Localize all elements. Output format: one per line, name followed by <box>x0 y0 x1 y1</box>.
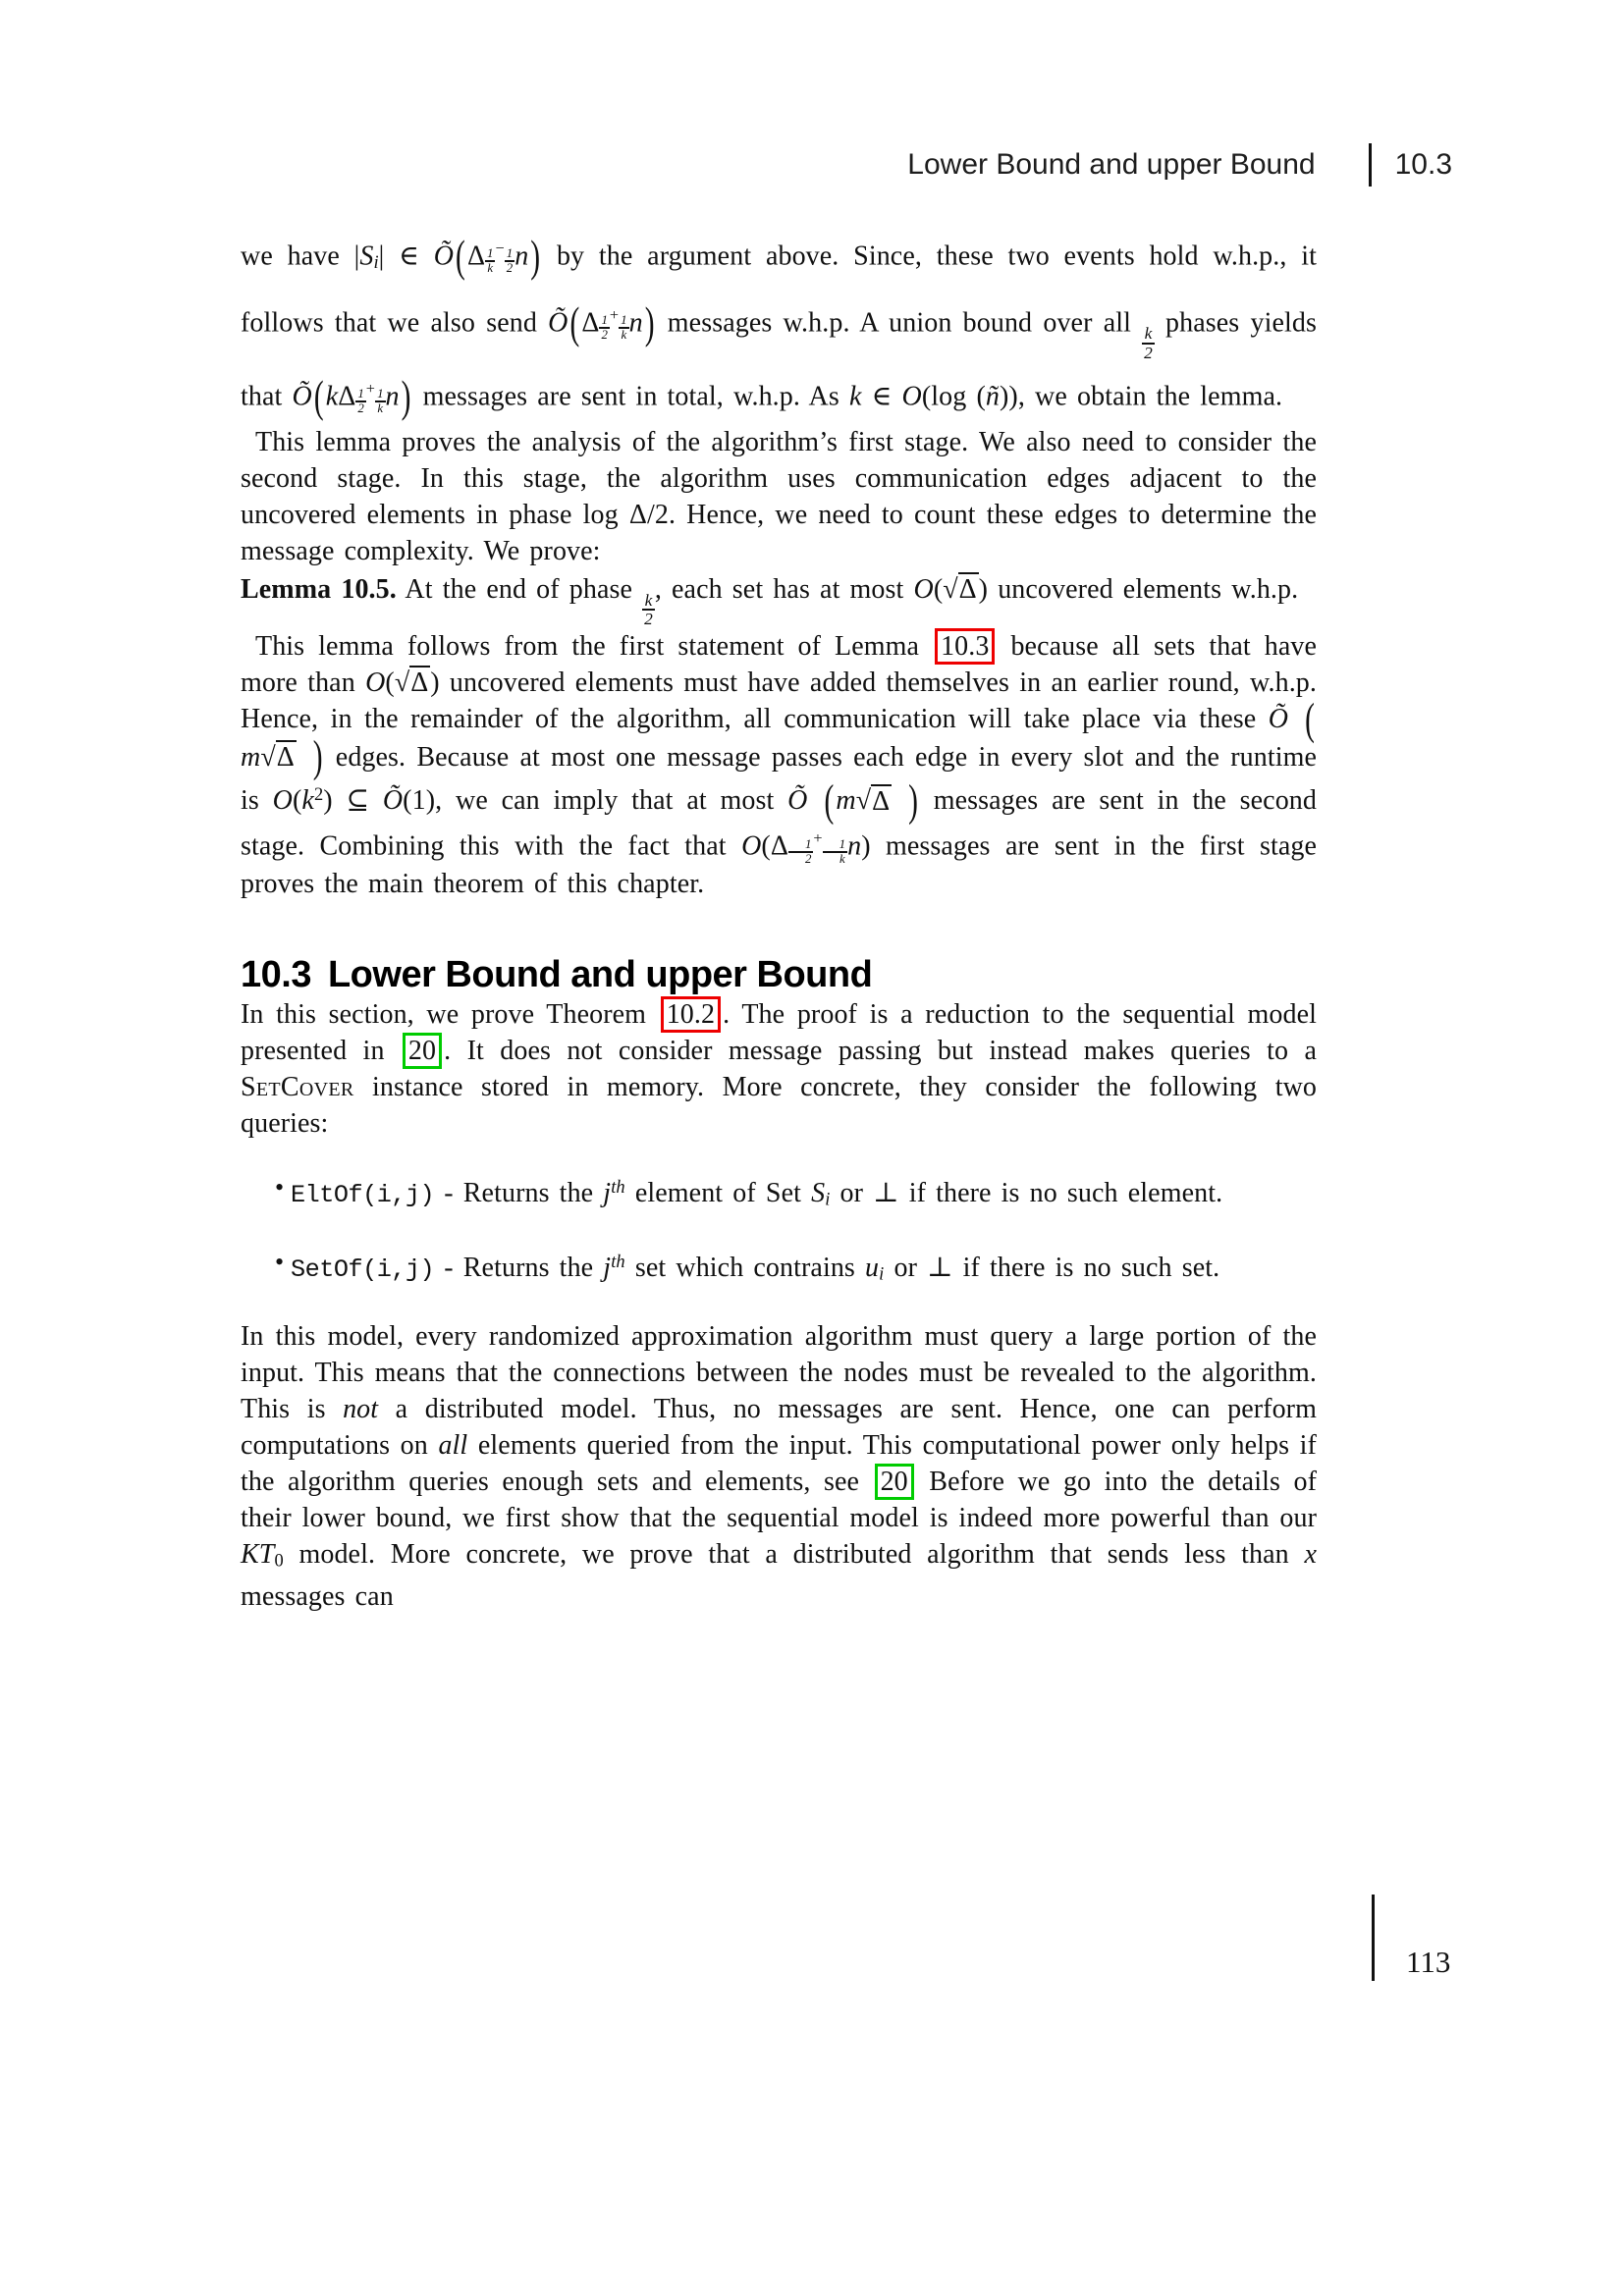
query-item-setof <box>275 1244 1317 1293</box>
text-run: . It does not consider message passing but instead makes queries to a <box>444 1035 1317 1066</box>
text-run: ( <box>292 785 302 817</box>
text-run: ) <box>312 733 323 782</box>
text-run: messages w.h.p. A union bound over all <box>656 307 1143 339</box>
bullet-marker: • <box>275 1247 285 1276</box>
text-run: ∈ <box>861 380 902 411</box>
text-run: , each set has at most <box>654 573 914 605</box>
text-run: O <box>272 785 293 817</box>
text-run: ) uncovered elements must have added themselves in an earlier round, w.h.p. Hence, in the remainder of the algorithm, all communication will take place via these <box>241 667 1317 734</box>
text-run: (log ( <box>921 380 986 411</box>
sqrt-expression: √Δ <box>855 785 891 817</box>
text-run: j <box>603 1178 612 1209</box>
text-run: ( <box>1305 695 1315 745</box>
text-run: i <box>879 1263 885 1284</box>
text-run: ( <box>456 233 465 282</box>
fraction: $\frac{1}{k}$ <box>621 313 627 343</box>
text-run: ( <box>824 777 835 827</box>
section-title: Lower Bound and upper Bound <box>327 953 873 995</box>
text-run: Õ <box>787 785 808 817</box>
text-run: m <box>836 785 856 817</box>
text-run: Before we go into the details of their lower bound, we first show that the sequential model is indeed more powerful than our <box>241 1466 1317 1533</box>
fraction: $\frac{1}{2}$ <box>506 246 514 276</box>
text-run: ) <box>908 777 918 827</box>
text-run: k <box>301 785 314 817</box>
text-run: set which contrains <box>624 1253 866 1284</box>
text-run: a distributed model. Thus, no messages are sent. Hence, one can perform computations on <box>241 1393 1317 1461</box>
section-number: 10.3 <box>241 953 311 995</box>
sqrt-expression: √Δ <box>943 573 977 605</box>
text-run: 2 <box>313 784 324 805</box>
text-run: (1), we can imply that at most <box>403 785 788 817</box>
text-run: n <box>385 380 400 411</box>
header-section-number: 10.3 <box>1394 148 1452 181</box>
fraction: $\frac{k}{2}$ <box>644 590 653 629</box>
text-column <box>241 222 1317 1615</box>
text-run: SetCover <box>241 1071 354 1102</box>
text-run: Δ <box>581 307 600 339</box>
text-run: i <box>825 1189 831 1209</box>
text-run: x <box>1304 1538 1317 1570</box>
text-run: Lemma 10.5. <box>241 573 397 605</box>
text-run: n <box>847 830 862 862</box>
sqrt-expression: √Δ <box>260 741 295 773</box>
text-run: Δ <box>466 240 486 272</box>
text-run: element of Set <box>624 1178 812 1209</box>
theorem-10-2-link[interactable]: 10.2 <box>661 996 721 1033</box>
running-head-title: Lower Bound and upper Bound <box>907 148 1316 181</box>
text-run: ( <box>569 299 580 348</box>
text-run: because all sets that have more than <box>241 630 1317 698</box>
text-run: phases yields that <box>241 307 1317 411</box>
text-run: In this section, we prove Theorem <box>241 998 659 1030</box>
text-run: − <box>495 240 505 257</box>
text-run: O <box>913 573 934 605</box>
text-run: ( <box>385 667 395 698</box>
text-run: ( <box>933 573 944 605</box>
text-run: This lemma proves the analysis of the algorithm’s first stage. We also need to consider the second stage. In this stage, the algorithm uses communication edges adjacent to the uncovered elements in phase log Δ/2. Hence, we need to count these edges to determine the message complexity. We prove: <box>241 426 1317 566</box>
footer-rule <box>1372 1895 1375 1981</box>
text-run: messages are sent in the second stage. Combining this with the fact that <box>241 785 1317 862</box>
text-run: 0 <box>274 1550 284 1571</box>
text-run: u <box>865 1253 880 1284</box>
fraction: $\frac{1}{k}$ <box>487 246 494 276</box>
section-heading <box>241 953 1317 996</box>
text-run: EltOf(i,j) <box>291 1181 435 1210</box>
text-run: | ∈ <box>378 240 434 272</box>
text-run: k <box>325 380 339 411</box>
text-run: k <box>848 380 862 411</box>
text-run: ) <box>530 233 541 282</box>
text-run: we have | <box>241 240 360 272</box>
text-run: ( <box>313 372 324 422</box>
sqrt-expression: √Δ <box>394 667 429 698</box>
text-run: th <box>611 1251 625 1271</box>
text-run: all <box>438 1429 468 1461</box>
text-run: At the end of phase <box>396 573 643 605</box>
text-run: Õ <box>292 380 312 411</box>
text-run: Õ <box>1268 703 1289 734</box>
text-run: This lemma follows from the first statement of Lemma <box>255 630 934 662</box>
text-run: Δ <box>338 380 356 411</box>
citation-20-link[interactable]: 20 <box>403 1033 442 1069</box>
text-run: + <box>609 306 620 325</box>
text-run: KT <box>241 1538 275 1570</box>
text-run: O <box>365 667 386 698</box>
text-run: Õ <box>548 307 568 339</box>
text-run: + <box>813 829 823 848</box>
text-run: i <box>373 252 379 273</box>
text-run: ) ⊆ <box>323 785 383 817</box>
text-run: m <box>241 741 261 773</box>
citation-20-link[interactable]: 20 <box>875 1464 914 1500</box>
text-run: SetOf(i,j) <box>291 1255 435 1285</box>
running-head <box>0 143 1452 187</box>
text-run: edges. Because at most one message passes each edge in every slot and the runtime is <box>241 741 1317 817</box>
text-run: Õ <box>382 785 404 817</box>
query-item-eltof <box>275 1169 1317 1218</box>
paragraph-model-discussion <box>241 1318 1317 1616</box>
text-run: O <box>741 830 762 862</box>
lemma-10-5 <box>241 569 1317 628</box>
text-run: Õ <box>433 240 455 272</box>
text-run: )), we obtain the lemma. <box>1000 380 1283 411</box>
text-run: ) <box>401 372 411 422</box>
text-run: In this model, every randomized approximation algorithm must query a large portion of the input. This means that the connections between the nodes must be revealed to the algorithm. This is <box>241 1320 1317 1424</box>
fraction: $\frac{1}{2}$ <box>357 386 364 416</box>
paragraph-section-intro <box>241 996 1317 1142</box>
fraction: $\frac{1}{2}$ <box>788 838 813 866</box>
proof-continuation-paragraph <box>241 222 1317 424</box>
bullet-marker: • <box>275 1172 285 1201</box>
text-run: n <box>628 307 643 339</box>
lemma-10-3-link[interactable]: 10.3 <box>935 628 995 665</box>
text-run: j <box>603 1253 612 1284</box>
text-run: O <box>901 380 922 411</box>
text-run: elements queried from the input. This computational power only helps if the algorithm queries enough sets and elements, see <box>241 1429 1317 1497</box>
text-run: + <box>365 379 376 398</box>
text-run: ) uncovered elements w.h.p. <box>978 573 1299 605</box>
text-run: S <box>359 240 374 272</box>
fraction: $\frac{1}{k}$ <box>377 386 384 416</box>
paragraph-stage-analysis <box>241 424 1317 569</box>
text-run: or ⊥ if there is no such element. <box>830 1178 1223 1209</box>
query-item-text <box>291 1178 1222 1208</box>
text-run: ) messages are sent in the first stage proves the main theorem of this chapter. <box>241 830 1318 899</box>
text-run: messages can <box>241 1581 394 1613</box>
text-run: - Returns the <box>434 1178 604 1209</box>
text-run: ) <box>644 299 655 348</box>
text-run: by the argument above. Since, these two events hold w.h.p., it follows that we also send <box>241 240 1317 339</box>
header-rule <box>1369 143 1372 187</box>
fraction: $\frac{1}{2}$ <box>601 313 608 343</box>
text-run: - Returns the <box>434 1253 604 1284</box>
text-run: S <box>811 1178 826 1209</box>
text-run: model. More concrete, we prove that a distributed algorithm that sends less than <box>283 1538 1305 1570</box>
paragraph-lemma-follows <box>241 628 1317 902</box>
text-run: ñ <box>985 380 1000 411</box>
text-run: messages are sent in total, w.h.p. As <box>412 380 849 411</box>
fraction: $\frac{k}{2}$ <box>1144 324 1153 362</box>
text-run: not <box>343 1393 379 1424</box>
text-run: th <box>611 1176 625 1197</box>
query-item-text <box>291 1253 1219 1283</box>
text-run: or ⊥ if there is no such set. <box>884 1253 1220 1284</box>
text-run: (Δ <box>761 830 788 862</box>
text-run: instance stored in memory. More concrete, they consider the following two queries: <box>241 1071 1317 1139</box>
text-run: n <box>514 240 529 272</box>
query-list <box>241 1169 1317 1293</box>
text-run: . The proof is a reduction to the sequential model presented in <box>241 998 1317 1066</box>
page-number: 113 <box>1406 1945 1451 1979</box>
fraction: $\frac{1}{k}$ <box>823 838 847 866</box>
